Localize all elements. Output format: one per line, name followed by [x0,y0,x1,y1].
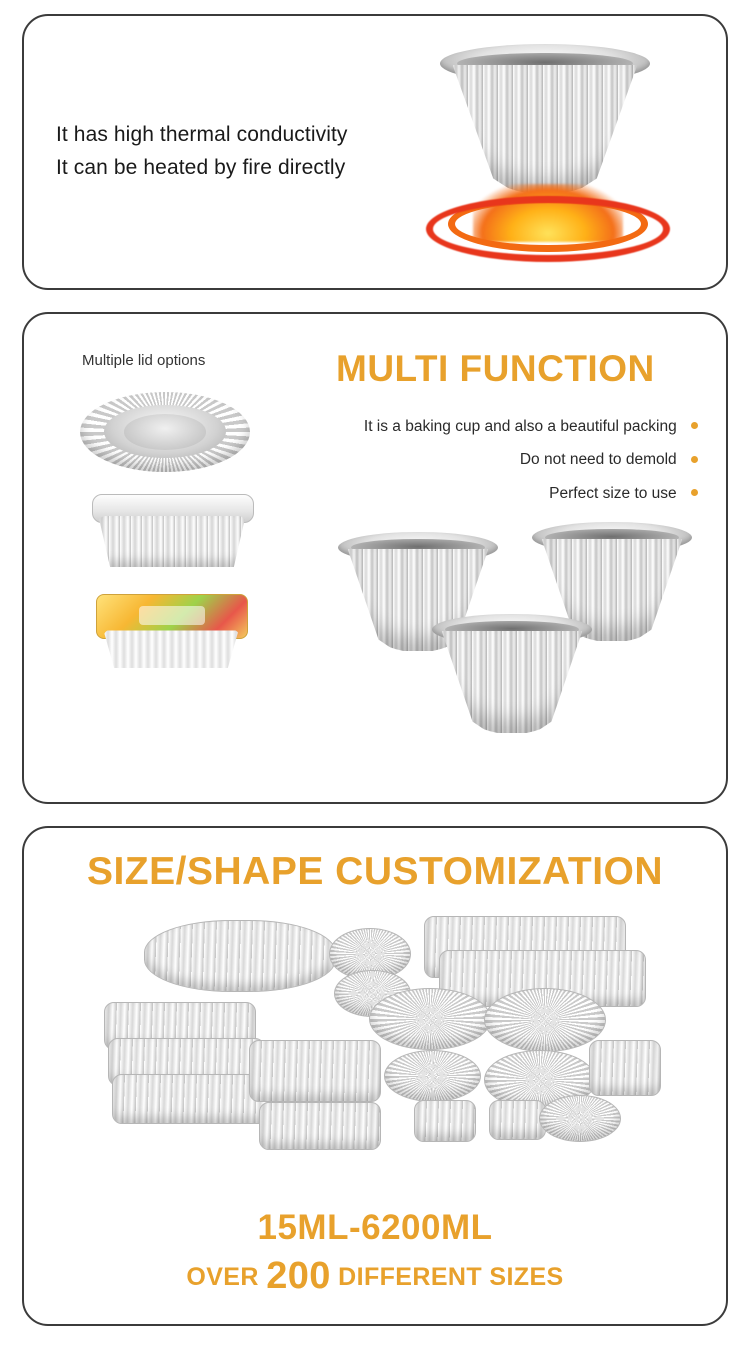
rect-foil-tray-icon [92,494,252,572]
foil-cup-icon [440,44,650,194]
foil-round-small [384,1050,481,1102]
assorted-foil-containers-image [84,910,664,1160]
bullet-dot-icon [691,422,698,429]
over-prefix: OVER [186,1263,259,1291]
bullet-dot-icon [691,489,698,496]
tray-base [104,630,239,668]
lid-options-label: Multiple lid options [82,352,206,369]
tray-inner-2 [124,414,206,449]
foil-oval-tray [144,920,336,992]
bullet-text-2: Do not need to demold [519,451,677,469]
bullet-dot-icon [691,456,698,463]
bullet-row [364,443,698,476]
bullet-text-1: It is a baking cup and also a beautiful packing [363,418,677,435]
thermal-line-1: It has high thermal conductivity [56,123,348,147]
foil-deep-rect-pan [249,1040,381,1102]
foil-mini-square [414,1100,476,1142]
size-customization-title: SIZE/SHAPE CUSTOMIZATION [86,850,664,893]
thermal-line-2: It can be heated by fire directly [56,156,346,179]
foil-cup-on-fire-image [408,38,688,268]
fire-ring-outer [426,196,670,262]
foil-mini-round [539,1095,621,1142]
printed-film-tray-icon [96,594,246,670]
sizes-count-number: 200 [266,1255,331,1297]
panel-multi-function [22,312,728,804]
lid-option-round-tray [80,392,270,472]
film-label-patch [139,606,205,625]
multi-function-bullets [364,410,698,510]
foil-baking-cups-image [320,514,720,764]
foil-round-tray-lid [484,988,606,1052]
panel-size-customization [22,826,728,1326]
round-foil-tray-icon [80,392,250,472]
fire-icon [428,194,668,264]
foil-shallow-pan [259,1102,381,1150]
cup-body [442,631,583,734]
tray-base [98,516,245,567]
lid-option-rect-tray [80,494,270,572]
sizes-count-line [24,1255,726,1298]
panel-thermal-conductivity [22,14,728,290]
over-suffix: DIFFERENT SIZES [338,1263,564,1291]
lid-option-printed-film [80,594,270,670]
foil-square-cup [589,1040,661,1096]
bullet-row [364,477,698,510]
lid-options-stack [80,392,270,692]
volume-range-text: 15ML-6200ML [257,1208,493,1247]
foil-baking-cup-front [432,614,592,734]
cup-body [453,65,638,194]
bullet-row [364,410,698,443]
multi-function-title: MULTI FUNCTION [336,348,655,389]
bullet-text-3: Perfect size to use [549,484,677,502]
foil-round-plate [369,988,491,1050]
foil-mini-square-2 [489,1100,546,1140]
